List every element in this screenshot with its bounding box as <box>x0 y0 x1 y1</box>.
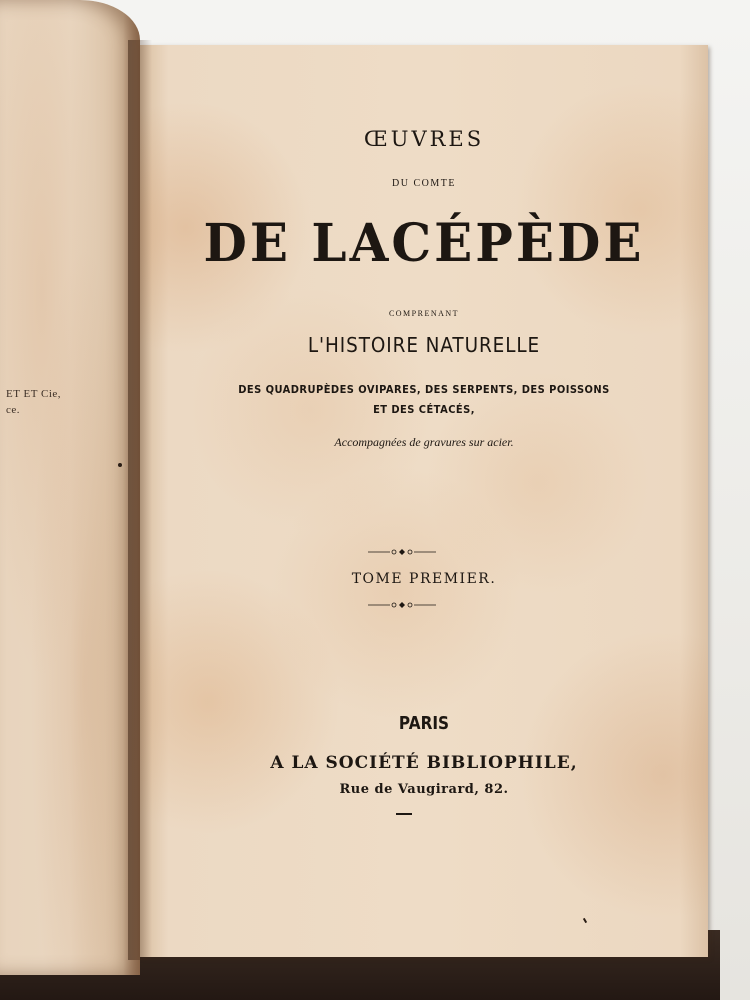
title-page <box>140 45 708 957</box>
author-name: DE LACÉPÈDE <box>203 211 645 274</box>
left-page-fragment-2: ce. <box>6 404 21 416</box>
ornament-rule-bottom <box>368 600 436 610</box>
engravings-note: Accompagnées de gravures sur acier. <box>334 435 514 449</box>
subjects-line-1: DES QUADRUPÈDES OVIPARES, DES SERPENTS, DES POISSONS <box>238 383 610 396</box>
imprint-city: PARIS <box>398 713 450 734</box>
ink-dot <box>118 463 122 467</box>
works-heading: ŒUVRES <box>363 127 485 151</box>
ornament-rule-top <box>368 547 436 557</box>
left-page-fragment-1: ET ET Cie, <box>6 388 62 400</box>
subtitle-histoire: L'HISTOIRE NATURELLE <box>307 333 541 357</box>
comprenant-line: COMPRENANT <box>388 309 460 318</box>
du-comte-line: DU COMTE <box>392 178 456 189</box>
imprint-address: Rue de Vaugirard, 82. <box>339 782 509 797</box>
volume-label: TOME PREMIER. <box>351 571 497 587</box>
gutter-shadow <box>128 40 152 960</box>
imprint-publisher: A LA SOCIÉTÉ BIBLIOPHILE, <box>270 753 578 773</box>
subjects-line-2: ET DES CÉTACÉS, <box>373 403 475 416</box>
stray-ink-mark <box>583 918 587 923</box>
left-page <box>0 0 140 975</box>
closing-dash <box>396 813 412 815</box>
